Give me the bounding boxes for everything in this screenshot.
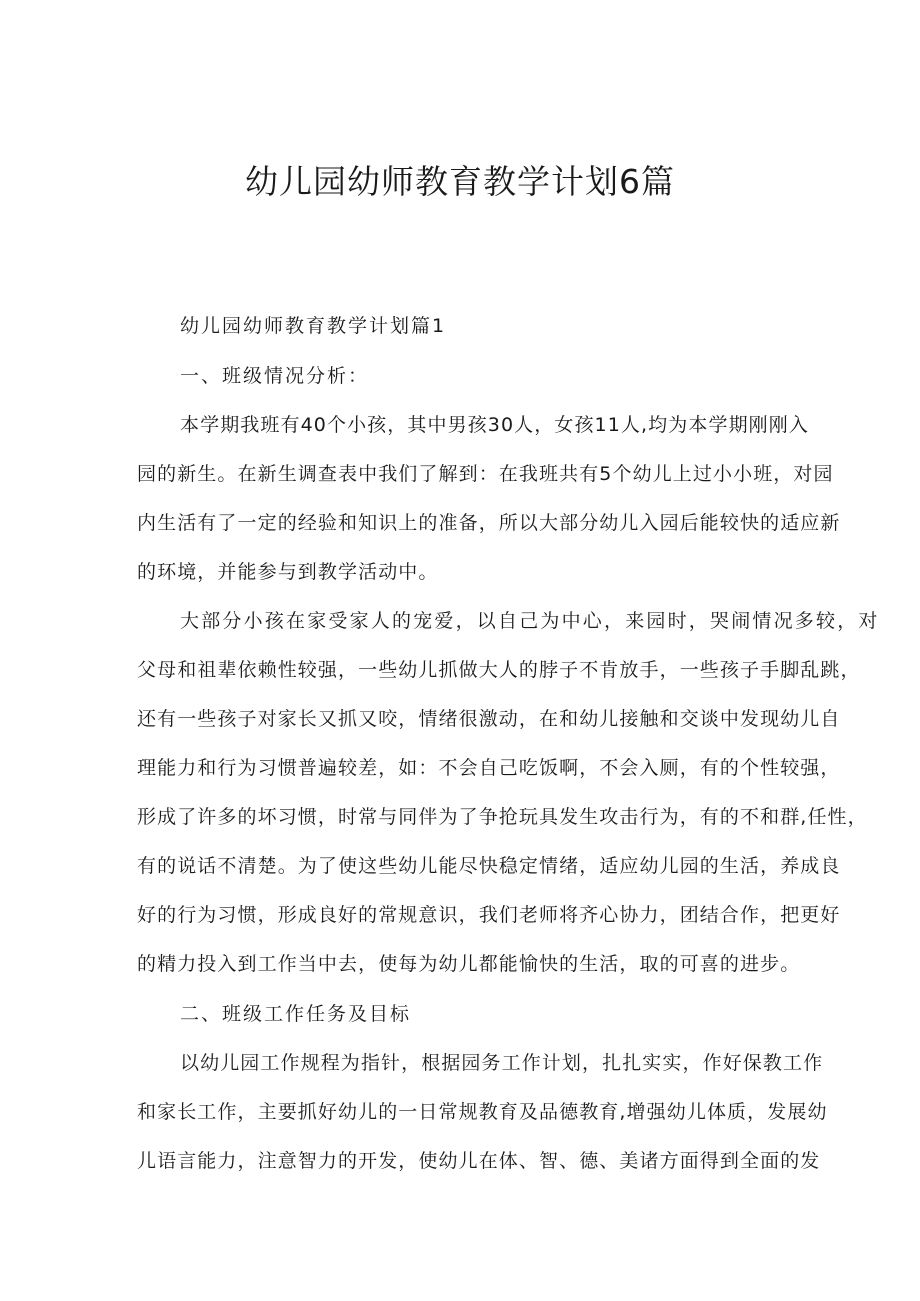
paragraph-line: 儿语言能力，注意智力的开发，使幼儿在体、智、德、美诸方面得到全面的发 <box>137 1150 821 1172</box>
paragraph-line: 和家长工作，主要抓好幼儿的一日常规教育及品德教育,增强幼儿体质，发展幼 <box>137 1101 828 1123</box>
document-title: 幼儿园幼师教育教学计划6篇 <box>245 162 675 201</box>
paragraph-line: 理能力和行为习惯普遍较差，如：不会自己吃饭啊，不会入厕，有的个性较强， <box>137 757 841 779</box>
paragraph-line: 有的说话不清楚。为了使这些幼儿能尽快稳定情绪，适应幼儿园的生活，养成良 <box>137 855 841 877</box>
paragraph-line: 的精力投入到工作当中去，使每为幼儿都能愉快的生活，取的可喜的进步。 <box>137 953 801 975</box>
paragraph-line: 还有一些孩子对家长又抓又咬，情绪很激动，在和幼儿接触和交谈中发现幼儿自 <box>137 708 841 730</box>
paragraph-line: 父母和祖辈依赖性较强，一些幼儿抓做大人的脖子不肯放手，一些孩子手脚乱跳， <box>137 659 861 681</box>
paragraph-line: 园的新生。在新生调查表中我们了解到：在我班共有5个幼儿上过小小班，对园 <box>137 463 834 485</box>
paragraph-line: 内生活有了一定的经验和知识上的准备，所以大部分幼儿入园后能较快的适应新 <box>137 512 841 534</box>
paragraph-line: 大部分小孩在家受家人的宠爱，以自己为中心，来园时，哭闹情况多较，对 <box>180 610 880 632</box>
paragraph-line: 好的行为习惯，形成良好的常规意识，我们老师将齐心协力，团结合作，把更好 <box>137 904 841 926</box>
paragraph-line: 的环境，并能参与到教学活动中。 <box>137 561 439 583</box>
section-heading: 幼儿园幼师教育教学计划篇1 <box>180 315 447 337</box>
paragraph-line: 形成了许多的坏习惯，时常与同伴为了争抢玩具发生攻击行为，有的不和群,任性， <box>137 806 868 828</box>
paragraph-line: 以幼儿园工作规程为指针，根据园务工作计划，扎扎实实，作好保教工作 <box>180 1052 824 1074</box>
subsection-heading: 一、班级情况分析： <box>180 365 370 387</box>
subsection-heading: 二、班级工作任务及目标 <box>180 1003 412 1025</box>
paragraph-line: 本学期我班有40个小孩，其中男孩30人，女孩11人,均为本学期刚刚入 <box>180 414 809 436</box>
